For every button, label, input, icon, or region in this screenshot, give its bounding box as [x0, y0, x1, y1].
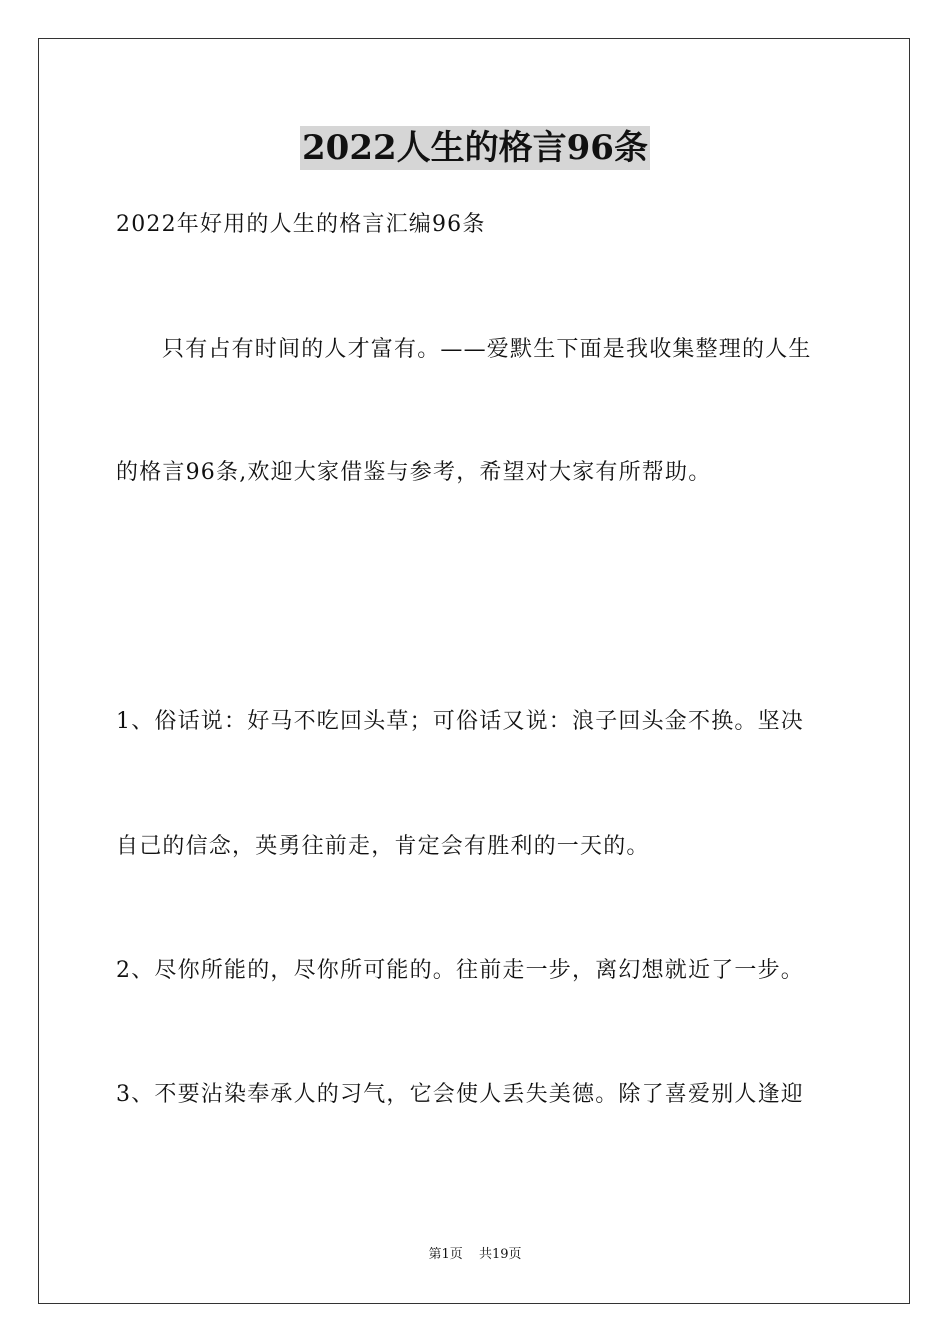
- document-title: 2022人生的格言96条: [302, 128, 648, 168]
- item-1-line-1: 1、俗话说：好马不吃回头草；可俗话又说：浪子回头金不换。坚决: [116, 709, 804, 734]
- page-number-current: 第1页: [428, 1247, 463, 1262]
- title-container: [0, 126, 950, 170]
- item-1-line-2: 自己的信念，英勇往前走，肯定会有胜利的一天的。: [116, 834, 650, 859]
- page-number-total: 共19页: [478, 1247, 522, 1262]
- intro-paragraph-line-1: 只有占有时间的人才富有。——爱默生下面是我收集整理的人生: [162, 337, 812, 362]
- intro-paragraph-line-2: 的格言96条,欢迎大家借鉴与参考，希望对大家有所帮助。: [116, 460, 712, 485]
- page-footer: [0, 1246, 950, 1264]
- document-subtitle: 2022年好用的人生的格言汇编96条: [116, 212, 486, 237]
- item-3-line-1: 3、不要沾染奉承人的习气，它会使人丢失美德。除了喜爱别人逢迎: [116, 1082, 804, 1107]
- item-2-line-1: 2、尽你所能的，尽你所可能的。往前走一步，离幻想就近了一步。: [116, 958, 804, 983]
